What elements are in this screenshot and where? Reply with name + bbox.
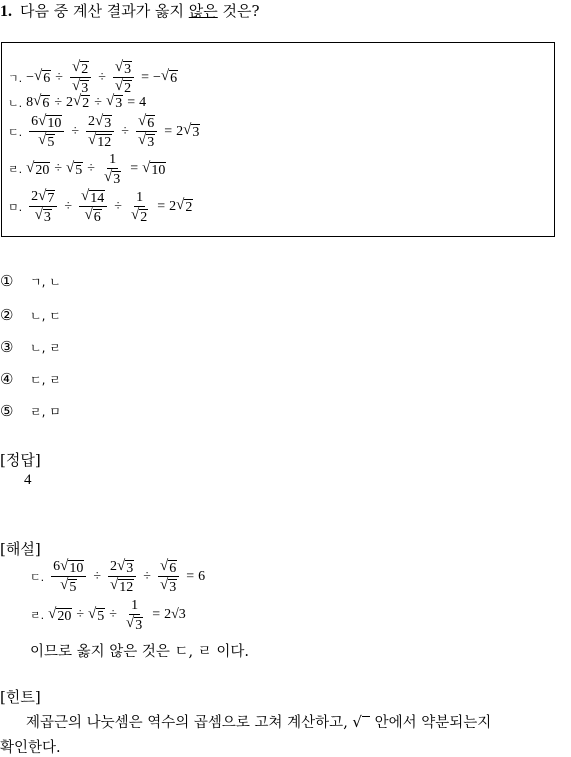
answer-value: 4: [24, 472, 32, 488]
divide-sign: ÷: [71, 123, 80, 139]
option-4[interactable]: ④ ㄷ, ㄹ: [0, 370, 61, 388]
option-2[interactable]: ② ㄴ, ㄷ: [0, 306, 61, 324]
divide-sign: ÷: [94, 94, 102, 110]
option-3[interactable]: ③ ㄴ, ㄹ: [0, 338, 61, 356]
answer-heading: [정답]: [0, 451, 41, 469]
fraction: √ 3 √ 2: [113, 59, 134, 96]
hint-heading: [힌트]: [0, 688, 41, 706]
explanation-label: ㄷ.: [30, 570, 45, 584]
divide-sign: ÷: [87, 161, 95, 176]
question-underlined: 않은: [188, 2, 218, 20]
statement-label: ㅁ.: [8, 200, 23, 214]
hint-line-1: 제곱근의 나눗셈은 역수의 곱셈으로 고쳐 계산하고, √ 안에서 약분되는지: [26, 713, 492, 731]
fraction: 6 √ 10 √ 5: [29, 113, 64, 150]
divide-sign: ÷: [54, 94, 63, 110]
statement-label: ㄴ.: [8, 96, 23, 110]
explanation-result: 2√3: [164, 607, 186, 622]
statement-label: ㄷ.: [8, 125, 23, 139]
statement-label: ㄱ.: [8, 71, 23, 85]
option-5[interactable]: ⑤ ㄹ, ㅁ: [0, 402, 61, 420]
divide-sign: ÷: [98, 69, 106, 85]
sqrt-6: √ 6: [160, 68, 178, 86]
equals-sign: =: [127, 94, 136, 110]
equals-sign: =: [130, 161, 139, 176]
statement-a: [8, 59, 178, 96]
statement-label: ㄹ.: [8, 163, 23, 176]
equals-sign: =: [157, 198, 166, 214]
question-line: [0, 0, 260, 21]
explanation-conclusion: 이므로 옳지 않은 것은 ㄷ, ㄹ 이다.: [30, 644, 249, 660]
fraction: 2 √ 3 √ 12: [86, 113, 114, 150]
hint-line-2: 확인한다.: [0, 740, 61, 756]
fraction: 1 √ 3: [103, 152, 121, 187]
statement-c: ㄷ. 6 √ 10 √ 5 ÷ 2 √ 3 √ 12 ÷ √ 6 √ 3 = 2 √ 3: [8, 113, 200, 150]
divide-sign: ÷: [64, 198, 73, 214]
fraction: 1 √ 2: [130, 189, 148, 225]
minus-sign: −: [26, 69, 35, 85]
question-number: 1.: [0, 3, 12, 20]
explanation-line-1: ㄷ. 6 √ 10 √ 5 ÷ 2 √ 3 √ 12 ÷ √ 6 √ 3 = 6: [30, 558, 206, 595]
statement-d: ㄹ. √ 20 ÷ √ 5 ÷ 1 √ 3 = √ 10: [8, 152, 166, 187]
explanation-label: ㄹ.: [30, 609, 45, 622]
explanation-line-2: ㄹ. √ 20 ÷ √ 5 ÷ 1 √ 3 = 2√3: [30, 598, 186, 633]
question-text: 다음 중 계산 결과가 옳지: [20, 2, 189, 20]
fraction: √ 2 √ 3: [70, 59, 91, 96]
sqrt-6: √ 6: [34, 68, 51, 86]
divide-sign: ÷: [121, 123, 129, 139]
minus-sign: −: [153, 69, 161, 85]
divide-sign: ÷: [54, 161, 63, 176]
divide-sign: ÷: [114, 198, 122, 214]
explanation-result: 6: [198, 568, 206, 584]
option-1[interactable]: ① ㄱ, ㄴ: [0, 272, 61, 290]
statement-box: [1, 42, 555, 237]
equals-sign: =: [164, 123, 173, 139]
equals-sign: =: [141, 69, 150, 85]
explanation-heading: [해설]: [0, 540, 41, 558]
statement-e: ㅁ. 2 √ 7 √ 3 ÷ √ 14 √ 6 ÷ 1 √ 2 = 2 √ 2: [8, 188, 193, 225]
fraction: 2 √ 7 √ 3: [29, 188, 57, 225]
divide-sign: ÷: [55, 69, 63, 85]
fraction: √ 14 √ 6: [79, 188, 107, 225]
statement-b: ㄴ. 8 √ 6 ÷ 2 √ 2 ÷ √ 3 = 4: [8, 93, 147, 111]
sqrt-symbol-icon: √: [352, 715, 370, 731]
fraction: √ 6 √ 3: [136, 113, 157, 150]
question-text-end: 것은?: [217, 2, 260, 20]
